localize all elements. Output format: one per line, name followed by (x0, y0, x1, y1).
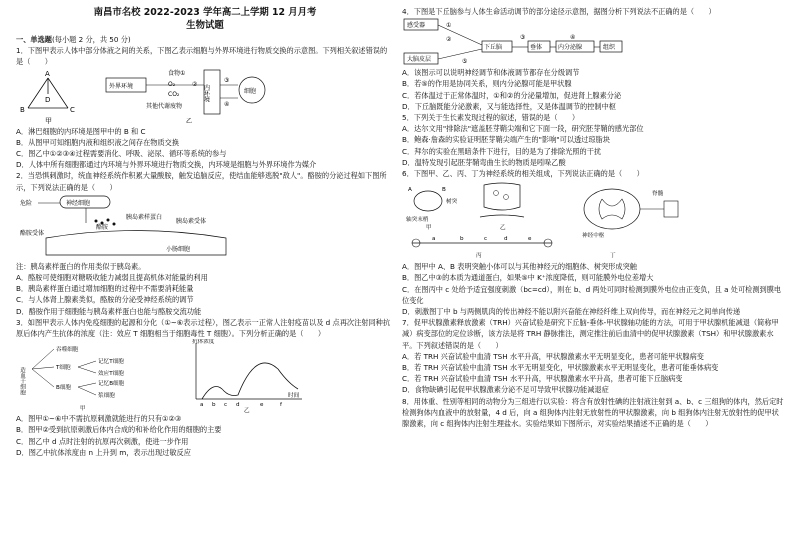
q6-option-a: A．图甲中 A、B 表明突触小体可以与其他神经元的细胞体、树突形成突触 (402, 262, 637, 272)
q3-fig-b-a: a (200, 402, 204, 409)
q6-fig-a-A: A (408, 187, 412, 194)
q6-fig-a-terminal: 轴突末梢 (406, 217, 429, 224)
q3-fig-b-d: d (236, 402, 240, 409)
question-7-stem: 7．促甲状腺激素释放激素（TRH）兴奋试验是研究下丘脑-垂体-甲状腺轴功能的方法，可用于甲状腺机能减退（简称甲减）病变部位的定位诊断，该方法是将 TRH 静脉推注，测定推注前后血清中的促甲状腺激素（TSH）和甲状腺激素水平。下列叙述错误的是（ ） (402, 318, 779, 350)
q3-fig-a-bcell: B细胞 (56, 385, 72, 392)
question-4-stem: 4．下图是下丘脑参与人体生命活动调节的部分途径示意图，据图分析下列说法不正确的是（ ） (402, 7, 716, 16)
q3-fig-a-phagocyte: 吞噬细胞 (56, 347, 79, 354)
q3-fig-a-effector-t: 效应T细胞 (98, 371, 124, 378)
section-note: (每小题 2 分，共 50 分) (51, 35, 131, 44)
q6-fig-d-center: 神经中枢 (582, 233, 605, 240)
q1-option-d: D．人体中所有细胞都通过内环境与外界环境进行物质交换，内环境是细胞与外界环境作为媒介 (16, 160, 317, 170)
q6-fig-d (582, 189, 678, 259)
q1-diagram (16, 68, 394, 126)
q2-fig-insulin-like: 胰岛素样蛋白 (126, 213, 163, 221)
q6-fig-a-caption: 甲 (426, 225, 432, 232)
q2-option-b: B．胰岛素样蛋白通过增加细胞的过程中不需要消耗能量 (16, 284, 194, 294)
q1-fig-b-step2: ② (192, 80, 198, 88)
question-2-stem: 2．当恐惧刺激时，统血神经系统作积累大量酸胺，触发追脑反应，使结血能够逃脱"敌人"。酪胺的分泌过程如下图所示，下列说法正确的是（ ） (16, 171, 387, 192)
q1-fig-a-label-A: A (45, 69, 50, 78)
q4-option-b: B．若⑤的作用是协同关系，则内分泌腺可能是甲状腺 (402, 79, 572, 89)
q6-fig-d-cord: 脊髓 (652, 191, 664, 198)
q4-option-a: A．该图示可以说明神经调节和体液调节都存在分级调节 (402, 68, 580, 78)
q1-fig-b-co2: CO₂ (168, 90, 180, 98)
q5-option-d: D．温特发现引起胚芽鞘弯曲生长的物质是吲哚乙酸 (402, 157, 566, 167)
q6-fig-c-caption: 丙 (476, 253, 482, 260)
q2-option-d: D．酪胺作用于细胞能与胰岛素样蛋白也能与酪胺交流功能 (16, 306, 202, 316)
q1-fig-a-caption: 甲 (45, 116, 52, 125)
q3-option-b: B．图甲②受到抗原刺激后体内合成的和补给化作用的细胞的主要 (16, 425, 222, 435)
q1-fig-b-waste: 其他代谢废物 (146, 102, 183, 110)
q1-fig-b-internal: 内环境 (202, 83, 210, 102)
q3-fig-b (192, 339, 302, 413)
q4-fig-hypothalamus: 下丘脑 (484, 44, 503, 52)
q3-fig-a-plasma: 浆细胞 (98, 393, 115, 400)
q4-option-d: D．下丘脑既能分泌激素，又与能选择性，又是体温调节的控制中枢 (402, 101, 616, 111)
q2-fig-tyramine: 酪胺 (96, 223, 109, 231)
q4-fig-step5: ⑤ (462, 58, 468, 66)
q2-option-a: A．酪胺可使细胞对糖吸收能力减弱且提高机体对能量的利用 (16, 273, 208, 283)
q6-fig-c (412, 236, 552, 259)
q1-fig-b-cell: 细胞 (244, 87, 257, 95)
q4-diagram (402, 17, 784, 67)
question-1-stem: 1．下图甲表示人体中部分体液之间的关系，下图乙表示细胞与外界环境进行物质交换的示意图。下列相关叙述错误的是（ ） (16, 46, 388, 67)
q6-fig-c-b: b (460, 236, 464, 243)
q3-fig-b-ylabel: 抗体浓度 (192, 339, 215, 346)
q6-fig-c-c: c (484, 236, 488, 243)
q2-figure (16, 193, 394, 261)
q1-fig-b-env: 外界环境 (109, 82, 134, 90)
page-title: 南昌市名校 2022-2023 学年高二上学期 12 月月考 (93, 7, 317, 18)
q6-fig-b (480, 183, 524, 231)
left-column (16, 6, 394, 458)
q6-option-c: C．在图丙中 c 处给予适宜强度刺激（bc=cd），则在 b、d 两处可同时检测到膜外电位由正变负，且 a 处可检测到膜电位变化 (402, 284, 782, 305)
q2-note: 注：胰岛素样蛋白的作用类似于胰岛素。 (16, 261, 146, 271)
q1-fig-b-caption: 乙 (186, 117, 193, 125)
q4-fig-step2: ② (446, 36, 452, 44)
q1-fig-a-label-C: C (70, 105, 75, 114)
q5-option-b: B．鲍森·詹森的实验证明胚芽鞘尖端产生的"影响"可以透过琼脂块 (402, 135, 610, 145)
section-title: 一、单选题 (16, 35, 52, 44)
q3-figure (16, 339, 394, 413)
q6-diagram (402, 179, 784, 261)
q1-fig-b-food: 食物 (168, 69, 181, 77)
q4-figure (402, 17, 784, 67)
section-heading (16, 34, 394, 45)
q6-figure (402, 179, 784, 261)
q3-fig-b-e: e (260, 402, 264, 409)
question-5-stem: 5．下列关于生长素发现过程的叙述，错误的是（ ） (402, 113, 580, 123)
q3-fig-a-memory-t: 记忆T细胞 (98, 359, 124, 366)
q3-fig-b-xlabel: 时间 (288, 393, 300, 400)
q1-option-b: B．从图甲可知细胞内液和组织液之间存在物质交换 (16, 137, 180, 147)
q3-option-c: C．图乙中 d 点时注射的抗原再次刺激，使进一步作用 (16, 436, 189, 446)
q4-fig-gland: 内分泌腺 (558, 44, 583, 52)
q4-fig-step4: ④ (570, 34, 576, 42)
question-3-stem: 3．如图甲表示人体内免疫细胞的起源和分化（①~⑥表示过程），图乙表示一正常人注射疫苗以及 d 点再次注射同种抗原后体内产生抗体的浓度（注：效应 T 细胞相当于细胞毒性 T 细胞）。下列分析正确的是（ ） (16, 317, 391, 339)
q2-fig-danger: 危险 (20, 199, 33, 207)
q2-diagram (16, 193, 394, 261)
q3-fig-a-memory-b: 记忆B细胞 (98, 381, 125, 388)
q7-option-a: A．若 TRH 兴奋试验中血清 TSH 水平升高，甲状腺激素水平无明显变化，患者可能甲状腺病变 (402, 351, 704, 361)
right-column (402, 6, 784, 429)
q2-fig-insulin-receptor: 胰岛素受体 (176, 217, 207, 225)
q3-fig-a (19, 345, 125, 412)
q4-fig-pituitary: 垂体 (530, 44, 543, 52)
q3-option-a: A．图甲①~⑥中不需抗原刺激就能进行的只有①②③ (16, 414, 182, 424)
q1-fig-a-label-D: D (45, 95, 51, 104)
q7-option-c: C．若 TRH 兴奋试验中血清 TSH 水平升高，甲状腺激素水平升高，患者可能下丘脑病变 (402, 374, 683, 384)
q6-fig-a-B: B (442, 187, 446, 194)
q4-fig-cortex: 大脑皮层 (407, 56, 432, 64)
q6-fig-d-caption: 丁 (610, 253, 616, 260)
q3-fig-b-f: f (280, 402, 282, 409)
q3-fig-a-stem: 造血干细胞 (19, 367, 25, 396)
q6-option-d: D．刺激图丁中 b 与两侧肌肉的传出神经不能以附兴奋能在神经纤维上双向传导，而在神经元之间单向传递 (402, 307, 741, 317)
q3-fig-b-c: c (224, 402, 228, 409)
q2-fig-neuron: 神经细胞 (66, 199, 91, 207)
q1-fig-a-label-B: B (20, 105, 25, 114)
q4-fig-tissue: 组织 (603, 44, 616, 52)
q6-fig-b-caption: 乙 (500, 225, 506, 232)
q1-fig-b-step4: ④ (224, 100, 230, 108)
page-subtitle: 生物试题 (186, 20, 224, 31)
q6-fig-c-d: d (504, 236, 508, 243)
question-6-stem: 6．下图甲、乙、丙、丁为神经系统的相关组成，下列说法正确的是（ ） (402, 169, 644, 179)
q3-fig-b-caption: 乙 (244, 408, 250, 414)
q5-option-c: C．拜尔的实验在黑暗条件下进行，目的是为了排除光照的干扰 (402, 146, 602, 156)
q1-fig-a (20, 70, 75, 125)
q4-fig-step3: ③ (520, 34, 526, 42)
q1-option-c: C．图乙中①②③④过程需要消化、呼吸、泌尿、循环等系统的参与 (16, 149, 227, 159)
q7-option-d: D．食物缺碘引起促甲状腺激素分泌不足可导致甲状腺功能减退症 (402, 385, 609, 395)
q2-fig-intestine: 小肠细胞 (166, 245, 191, 253)
q7-option-b: B．若 TRH 兴奋试验中血清 TSH 水平无明显变化，甲状腺激素水平无明显变化，患者可能垂体病变 (402, 363, 719, 373)
q1-fig-b-step3: ③ (224, 76, 230, 84)
q4-fig-receptor: 感受器 (407, 22, 426, 30)
q6-fig-c-a: a (432, 236, 436, 243)
q1-option-a: A．淋巴细胞的内环境是图甲中的 B 和 C (16, 126, 146, 136)
q6-fig-a-dendrite: 树突 (446, 199, 458, 206)
q1-fig-b (106, 69, 265, 125)
q3-diagram (16, 339, 394, 413)
q6-fig-a (406, 187, 458, 231)
q4-fig-step1: ① (446, 22, 452, 30)
q6-option-b: B．图乙中③的本质为通道蛋白，如果⑤中 K⁺浓度降低，则可能膜外电位差增大 (402, 273, 654, 283)
q3-fig-b-b: b (212, 402, 216, 409)
q4-option-c: C．若体温过于正常体温时，①和②的分泌量增加，促进肾上腺素分泌 (402, 90, 622, 100)
q6-fig-c-e: e (528, 236, 532, 243)
q1-fig-b-step1: ① (180, 69, 186, 77)
q5-option-a: A．达尔文用"排除法"遮盖胚芽鞘尖端和它下面一段，研究胚芽鞘的感光部位 (402, 124, 644, 134)
q2-fig-receptor: 酪胺受体 (20, 229, 45, 237)
question-8-stem: 8．用体重、性别等相同的动物分为三组进行以实验：将含有放射性碘的注射液注射到 a、b、c 三组狗的体内，然后定时检测狗体内血液中的放射量，4 d 后，向 a 组狗体内注射无放射性的甲状腺激素，向 b 组狗体内注射无放射性的促甲状腺激素，向 c 组狗体内注射生理盐水。实验结果如下图所示，对实验结果描述不正确的是（ ） (402, 396, 784, 429)
q3-fig-a-caption: 甲 (80, 406, 86, 413)
q1-figure (16, 68, 394, 126)
q3-fig-a-tcell: T细胞 (56, 365, 71, 372)
q1-fig-b-o2: O₂ (168, 80, 176, 88)
q2-option-c: C．与人体肾上腺素类似，酪胺的分泌受神经系统的调节 (16, 295, 194, 305)
q3-option-d: D．图乙中抗体浓度由 n 上升到 m，表示出现过敏反应 (16, 447, 191, 457)
